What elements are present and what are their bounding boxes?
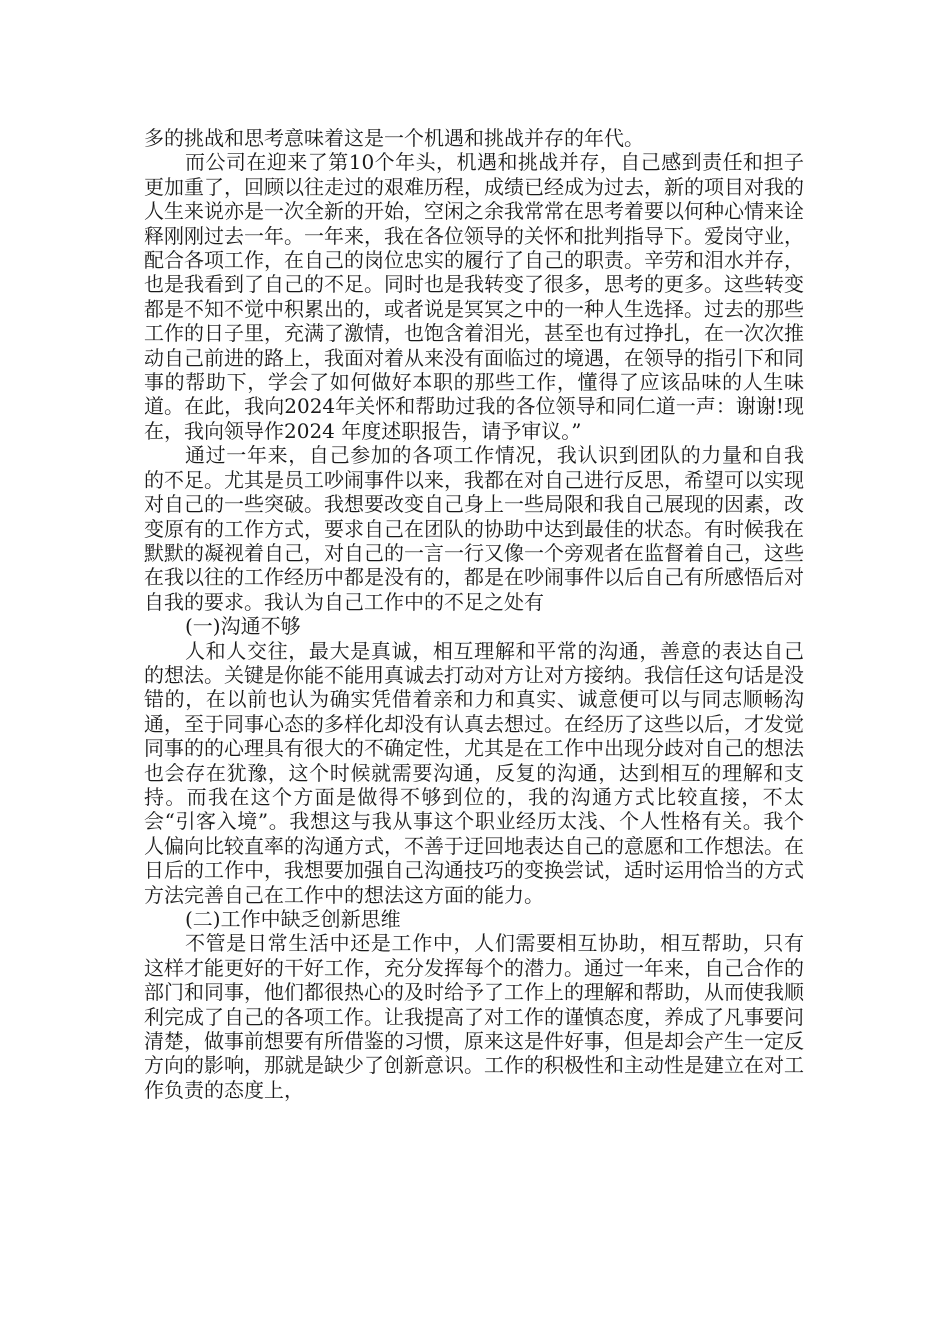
section-heading-innovation: (二)工作中缺乏创新思维 bbox=[185, 907, 401, 931]
section-heading-communication: (一)沟通不够 bbox=[185, 614, 301, 639]
document-body bbox=[144, 126, 804, 1102]
paragraph-innovation: 不管是日常生活中还是工作中，人们需要相互协助，相互帮助，只有这样才能更好的干好工作，充分发挥每个的潜力。通过一年来，自己合作的部门和同事，他们都很热心的及时给予了工作上的理解和帮助，从而使我顺利完成了自己的各项工作。让我提高了对工作的谨慎态度，养成了凡事要问清楚，做事前想要有所借鉴的习惯，原来这是件好事，但是却会产生一定反方向的影响，那就是缺少了创新意识。工作的积极性和主动性是建立在对工作负责的态度上， bbox=[144, 931, 804, 1102]
paragraph-team-reflection: 通过一年来，自己参加的各项工作情况，我认识到团队的力量和自我的不足。尤其是员工吵闹事件以来，我都在对自己进行反思，希望可以实现对自己的一些突破。我想要改变自己身上一些局限和我自己展现的因素，改变原有的工作方式，要求自己在团队的协助中达到最佳的状态。有时候我在默默的凝视着自己，对自己的一言一行又像一个旁观者在监督着自己，这些在我以往的工作经历中都是没有的，都是在吵闹事件以后自己有所感悟后对自我的要求。我认为自己工作中的不足之处有 bbox=[144, 443, 804, 614]
paragraph-communication: 人和人交往，最大是真诚，相互理解和平常的沟通，善意的表达自己的想法。关键是你能不能用真诚去打动对方让对方接纳。我信任这句话是没错的，在以前也认为确实凭借着亲和力和真实、诚意便可以与同志顺畅沟通，至于同事心态的多样化却没有认真去想过。在经历了这些以后，才发觉同事的的心理具有很大的不确定性，尤其是在工作中出现分歧对自己的想法也会存在犹豫，这个时候就需要沟通，反复的沟通，达到相互的理解和支持。而我在这个方面是做得不够到位的，我的沟通方式比较直接，不太会“引客入境”。我想这与我从事这个职业经历太浅、个人性格有关。我个人偏向比较直率的沟通方式，不善于迂回地表达自己的意愿和工作想法。在日后的工作中，我想要加强自己沟通技巧的变换尝试，适时运用恰当的方式方法完善自己在工作中的想法这方面的能力。 bbox=[144, 638, 804, 907]
paragraph-continuation: 多的挑战和思考意味着这是一个机遇和挑战并存的年代。 bbox=[144, 126, 644, 150]
paragraph-company-tenth-year: 而公司在迎来了第10个年头，机遇和挑战并存，自己感到责任和担子更加重了，回顾以往走过的艰难历程，成绩已经成为过去，新的项目对我的人生来说亦是一次全新的开始，空闲之余我常常在思考着要以何种心情来诠释刚刚过去一年。一年来，我在各位领导的关怀和批判指导下。爱岗守业，配合各项工作，在自己的岗位忠实的履行了自己的职责。辛劳和泪水并存，也是我看到了自己的不足。同时也是我转变了很多，思考的更多。这些转变都是不知不觉中积累出的，或者说是冥冥之中的一种人生选择。过去的那些工作的日子里，充满了激情，也饱含着泪光，甚至也有过挣扎，在一次次推动自己前进的路上，我面对着从来没有面临过的境遇，在领导的指引下和同事的帮助下，学会了如何做好本职的那些工作，懂得了应该品味的人生味道。在此，我向2024年关怀和帮助过我的各位领导和同仁道一声：谢谢!现在，我向领导作2024 年度述职报告，请予审议。” bbox=[144, 150, 804, 443]
